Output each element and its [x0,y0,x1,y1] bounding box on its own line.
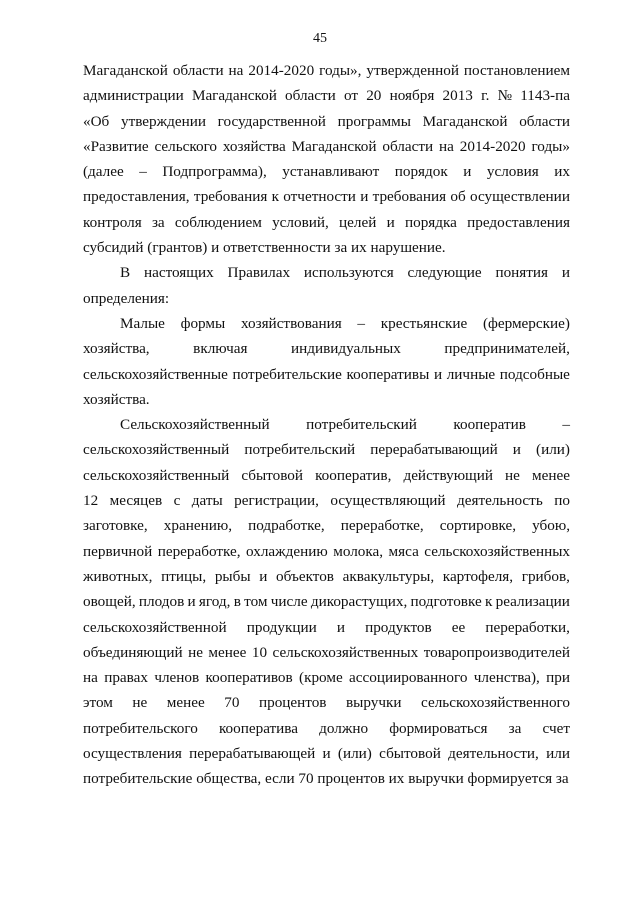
text-line: В настоящих Правилах используются следующие понятия и [120,264,570,282]
text-line: «Развитие сельского хозяйства Магаданской области на 2014-2020 годы» [83,137,570,155]
text-line: хозяйства, включая индивидуальных предпринимателей, [83,340,570,358]
text-line: объединяющий не менее 10 сельскохозяйственных товаропроизводителей [83,643,570,661]
text-line: определения: [83,289,170,307]
text-line: сельскохозяйственной продукции и продуктов ее переработки, [83,618,570,636]
text-line: сельскохозяйственные потребительские кооперативы и личные подсобные [83,365,570,383]
text-line: хозяйства. [83,390,150,408]
text-line: (далее – Подпрограмма), устанавливают порядок и условия их [83,163,570,181]
text-line: «Об утверждении государственной программы Магаданской области [83,112,570,130]
text-line: первичной переработке, охлаждению молока, мяса сельскохозяйственных [83,542,570,560]
text-line: контроля за соблюдением условий, целей и порядка предоставления [83,213,570,231]
text-line: администрации Магаданской области от 20 ноября 2013 г. № 1143-па [83,87,570,105]
page-number: 45 [313,31,327,46]
text-line: осуществления перерабатывающей и (или) сбытовой деятельности, или [83,745,570,763]
text-line: сельскохозяйственный потребительский перерабатывающий и (или) [83,441,570,459]
paragraph [83,311,570,412]
document-body [83,58,570,792]
paragraph [83,412,570,791]
text-line: потребительские общества, если 70 процентов их выручки формируется за [83,770,569,788]
paragraph [83,260,570,311]
text-line: этом не менее 70 процентов выручки сельскохозяйственного [83,694,570,712]
text-line: Малые формы хозяйствования – крестьянские (фермерские) [120,314,570,332]
text-line: Магаданской области на 2014-2020 годы», утвержденной постановлением [83,62,570,79]
text-line: 12 месяцев с даты регистрации, осуществляющий деятельность по [83,492,570,510]
text-line: заготовке, хранению, подработке, переработке, сортировке, убою, [83,517,570,535]
text-line: потребительского кооператива должно формироваться за счет [83,719,570,737]
text-line: сельскохозяйственный сбытовой кооператив, действующий не менее [83,466,570,484]
text-line: субсидий (грантов) и ответственности за их нарушение. [83,239,446,257]
text-line: овощей, плодов и ягод, в том числе дикорастущих, подготовке к реализации [83,593,570,611]
text-line: Сельскохозяйственный потребительский кооператив – [120,416,570,434]
text-line: на правах членов кооперативов (кроме ассоциированного членства), при [83,669,570,687]
text-line: предоставления, требования к отчетности и требования об осуществлении [83,188,570,206]
paragraph [83,58,570,260]
text-line: животных, птицы, рыбы и объектов аквакультуры, картофеля, грибов, [83,567,570,585]
